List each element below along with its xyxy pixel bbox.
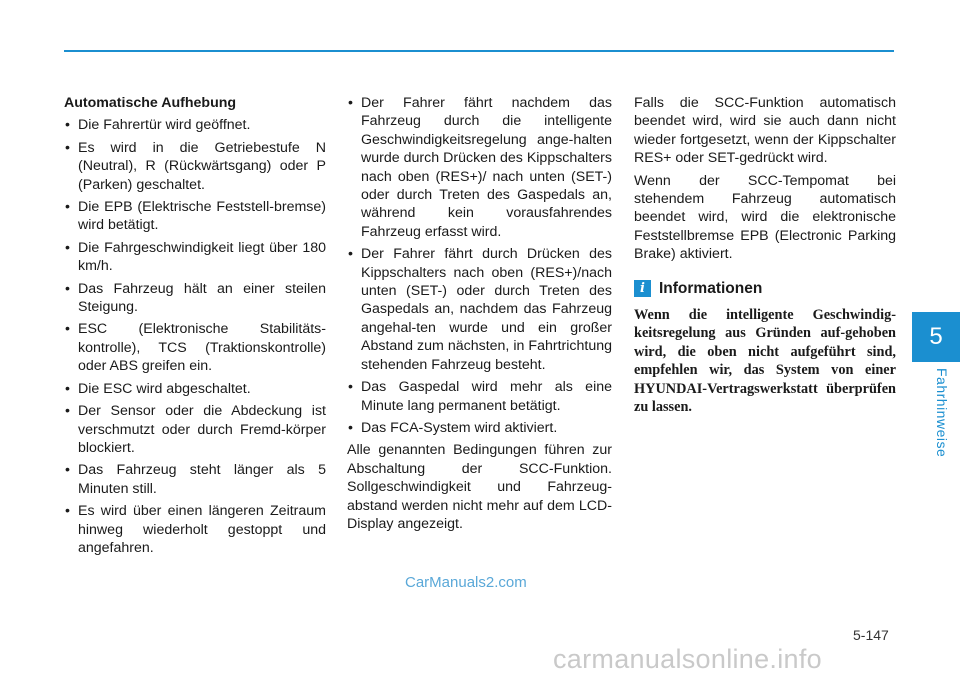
list-item: • Das FCA-System wird aktiviert.	[347, 419, 612, 437]
list-item: • Das Fahrzeug steht länger als 5 Minuten still.	[64, 461, 326, 498]
body-paragraph: Wenn der SCC-Tempomat bei stehendem Fahrzeug automatisch beendet wird, wird die elektronische Feststellbremse EPB (Electronic Parking Brake) aktiviert.	[634, 172, 896, 263]
info-body: Wenn die intelligente Geschwindig-keitsregelung aus Gründen auf-gehoben wird, die oben nicht aufgeführt sind, empfehlen wir, das System von einer HYUNDAI-Vertragswerkstatt überprüfen zu lassen.	[634, 307, 896, 416]
column-1	[64, 94, 326, 561]
cancel-conditions-list	[64, 116, 326, 557]
info-icon: i	[634, 280, 651, 297]
body-paragraph: Falls die SCC-Funktion automatisch beendet wird, wird sie auch dann nicht wieder fortgesetzt, wenn der Kippschalter RES+ oder SET-gedrückt wird.	[634, 95, 896, 167]
list-item: • Die EPB (Elektrische Feststell-bremse) wird betätigt.	[64, 198, 326, 235]
cancel-conditions-list-continued	[347, 94, 612, 437]
list-item: • Der Fahrer fährt durch Drücken des Kippschalters nach oben (RES+)/nach unten (SET-) oder durch Treten des Gaspedals an, nachdem das Fahrzeug angehal-ten wurde und ein großer Abstand zum nächsten, in Fahrtrichtung stehenden Fahrzeug besteht.	[347, 245, 612, 374]
column-2	[347, 94, 612, 537]
column-3	[634, 94, 896, 417]
info-header	[634, 280, 896, 298]
list-item: • Das Gaspedal wird mehr als eine Minute lang permanent betätigt.	[347, 378, 612, 415]
chapter-number-tab: 5	[912, 312, 960, 362]
list-item: • Der Sensor oder die Abdeckung ist verschmutzt oder durch Fremd-körper blockiert.	[64, 402, 326, 457]
section-heading: Automatische Aufhebung	[64, 95, 237, 111]
summary-paragraph: Alle genannten Bedingungen führen zur Abschaltung der SCC-Funktion. Sollgeschwindigkeit und Fahrzeug-abstand werden nicht mehr auf dem LCD-Display angezeigt.	[347, 442, 612, 532]
info-title: Informationen	[659, 279, 763, 297]
top-rule	[64, 50, 894, 52]
list-item: • Die ESC wird abgeschaltet.	[64, 380, 326, 398]
watermark-top[interactable]: CarManuals2.com	[405, 574, 527, 591]
list-item: • Es wird über einen längeren Zeitraum hinweg wiederholt gestoppt und angefahren.	[64, 502, 326, 557]
page-number: 5-147	[853, 627, 889, 643]
list-item: • Die Fahrertür wird geöffnet.	[64, 116, 326, 134]
list-item: • Die Fahrgeschwindigkeit liegt über 180 km/h.	[64, 239, 326, 276]
watermark-bottom[interactable]: carmanualsonline.info	[553, 644, 822, 674]
list-item: • Es wird in die Getriebestufe N (Neutral), R (Rückwärtsgang) oder P (Parken) geschaltet.	[64, 139, 326, 194]
chapter-label: Fahrhinweise	[934, 368, 950, 458]
list-item: • Das Fahrzeug hält an einer steilen Steigung.	[64, 280, 326, 317]
list-item: • ESC (Elektronische Stabilitäts-kontrolle), TCS (Traktionskontrolle) oder ABS greifen ein.	[64, 320, 326, 375]
list-item: • Der Fahrer fährt nachdem das Fahrzeug durch die intelligente Geschwindigkeitsregelung ange-halten wurde durch Drücken des Kippschalters nach oben (RES+)/ nach unten (SET-) oder durch Treten des Gaspedals an, während kein vorausfahrendes Fahrzeug erfasst wird.	[347, 94, 612, 241]
